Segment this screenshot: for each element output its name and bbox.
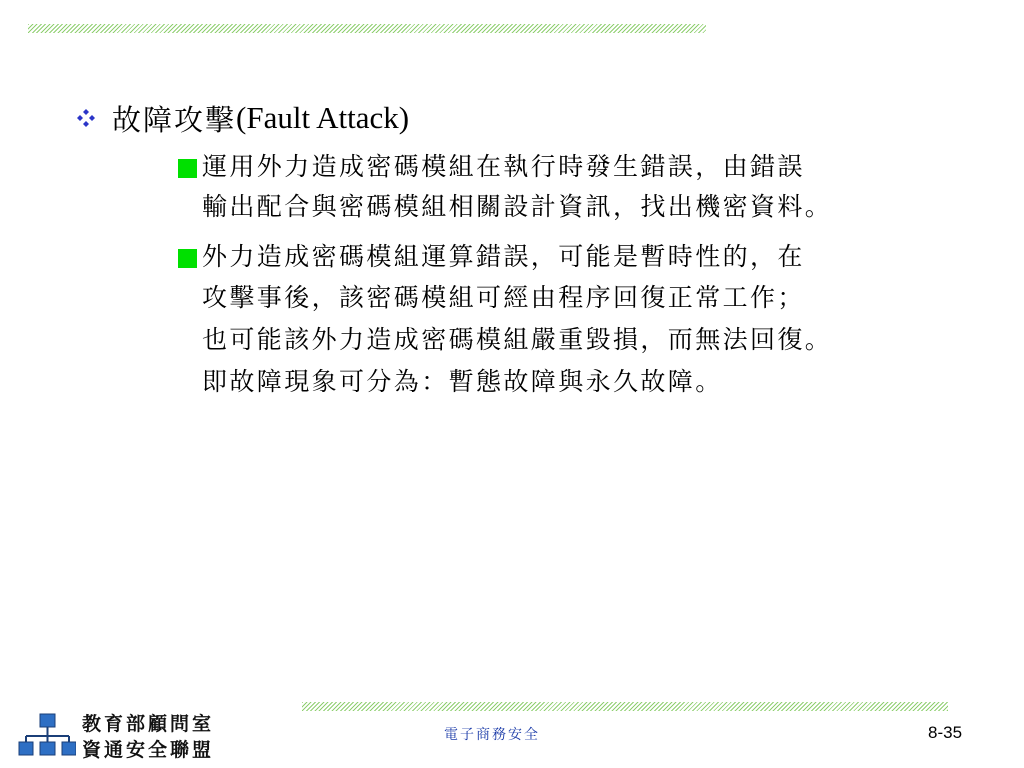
page-number: 8-35 xyxy=(928,723,963,742)
bullet-2-line-2: 攻擊事後，該密碼模組可經由程序回復正常工作； xyxy=(202,283,805,312)
bullet-2-line-4: 即故障現象可分為：暫態故障與永久故障。 xyxy=(202,367,723,396)
network-tree-logo-icon xyxy=(18,712,76,758)
title-chinese: 故障攻擊 xyxy=(112,102,237,137)
bullet-2-line-1: 外力造成密碼模組運算錯誤，可能是暫時性的，在 xyxy=(202,242,805,271)
organization-name-line-2: 資通安全聯盟 xyxy=(82,739,215,761)
green-square-bullet-icon xyxy=(178,249,197,268)
title-english: (Fault Attack) xyxy=(236,100,410,135)
organization-name-line-1: 教育部顧問室 xyxy=(82,713,215,735)
top-decorative-rule xyxy=(28,24,706,33)
bottom-decorative-rule xyxy=(302,702,948,711)
green-square-bullet-icon xyxy=(178,159,197,178)
slide-title xyxy=(76,98,409,138)
bullet-2-line-3: 也可能該外力造成密碼模組嚴重毀損，而無法回復。 xyxy=(202,325,833,354)
bullet-1-line-2: 輸出配合與密碼模組相關設計資訊，找出機密資料。 xyxy=(202,192,833,221)
bullet-1-line-1: 運用外力造成密碼模組在執行時發生錯誤，由錯誤 xyxy=(202,152,805,181)
course-title-footer: 電子商務安全 xyxy=(444,727,540,743)
four-diamond-bullet-icon xyxy=(76,108,96,128)
